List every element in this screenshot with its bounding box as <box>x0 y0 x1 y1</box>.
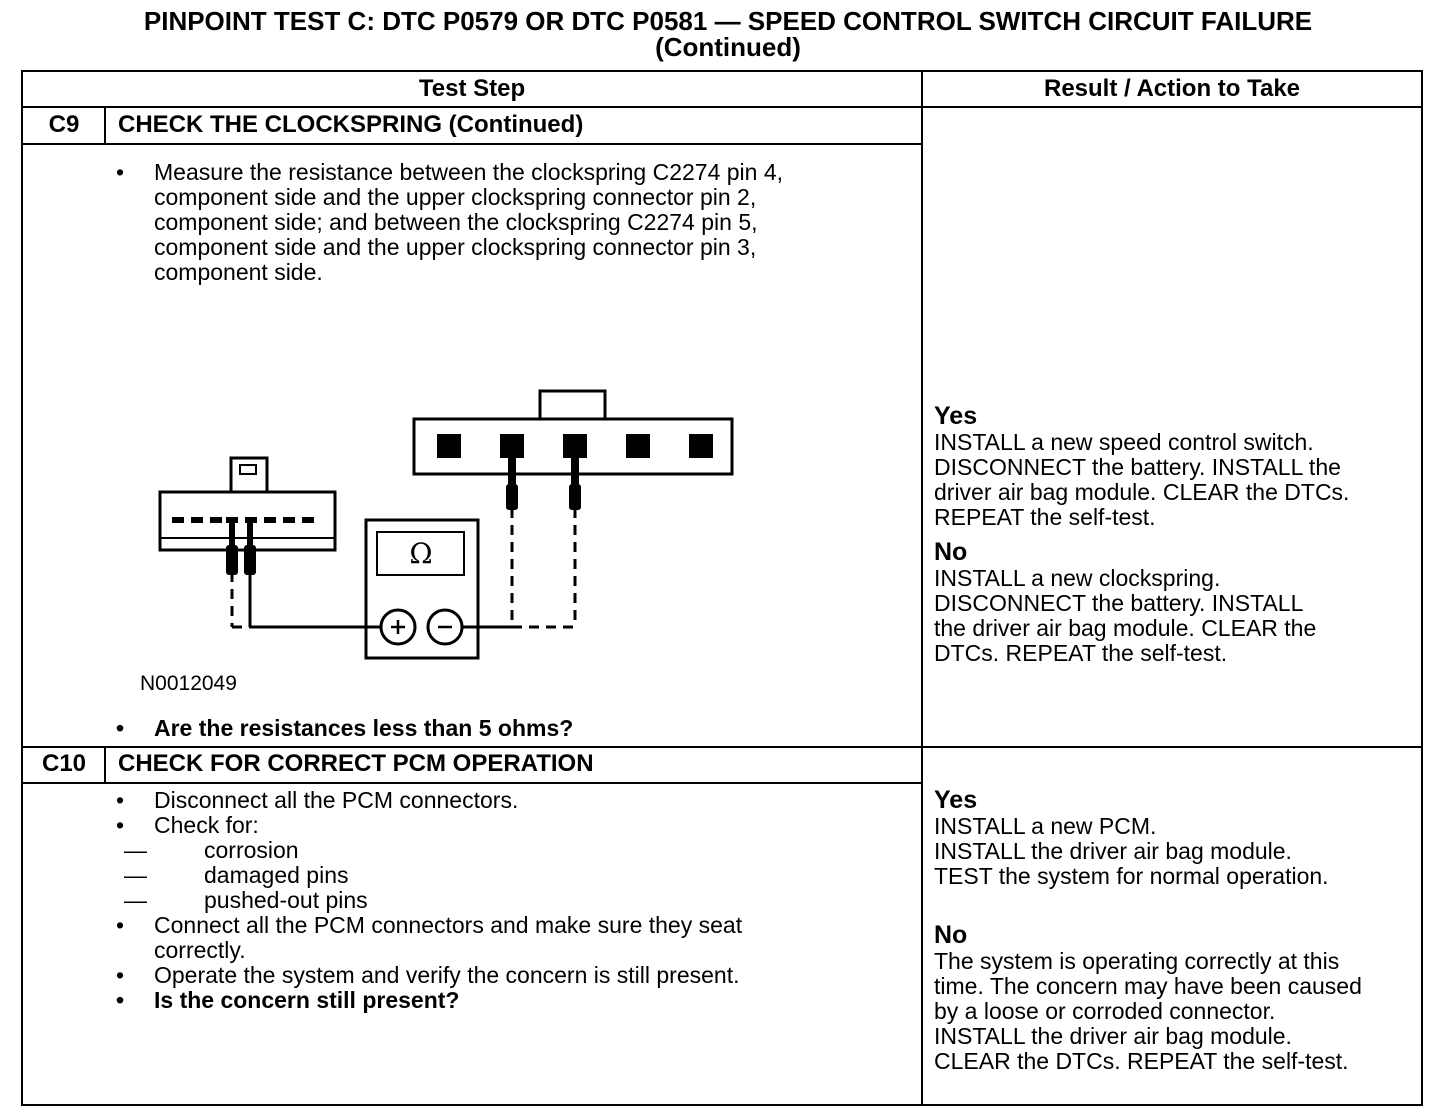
step-id-c9: C9 <box>48 111 80 138</box>
c10-check-item: — damaged pins <box>110 863 742 888</box>
ohm-symbol: Ω <box>409 537 433 570</box>
upper-connector-latch <box>540 391 605 419</box>
c10-check-item: — pushed-out pins <box>110 888 742 913</box>
column-header-result: Result / Action to Take <box>1043 75 1301 102</box>
c10-no-action: The system is operating correctly at this <box>934 948 1340 974</box>
c10-step: • Operate the system and verify the concern is still present. <box>110 963 742 988</box>
page-title: PINPOINT TEST C: DTC P0579 OR DTC P0581 — SPEED CONTROL SWITCH CIRCUIT FAILURE <box>143 6 1313 36</box>
c10-step: • Disconnect all the PCM connectors. <box>110 788 742 813</box>
c9-question: • Are the resistances less than 5 ohms? <box>110 716 573 741</box>
c9-result: Yes INSTALL a new speed control switch. DISCONNECT the battery. INSTALL the driver air bag module. CLEAR the DTCs. REPEAT the self-test. No INSTALL a new clockspring. DISCONNECT the battery. INSTALL the driver air bag module. CLEAR the DTCs. REPEAT the self-test. <box>934 402 1414 666</box>
c10-step: • Check for: <box>110 813 742 838</box>
c9-instruction: • Measure the resistance between the clockspring C2274 pin 4, component side and the upper clockspring connector pin 2, component side; and between the clockspring C2274 pin 5, component side and the upper clockspring connector pin 3, component side. <box>110 160 783 285</box>
c10-yes-label: Yes <box>934 786 978 814</box>
c10-question: • Is the concern still present? <box>110 988 742 1013</box>
c10-instructions <box>110 788 742 1013</box>
c9-yes-action: INSTALL a new speed control switch. <box>934 429 1314 455</box>
c9-no-action: INSTALL a new clockspring. <box>934 565 1221 591</box>
c9-no-label: No <box>934 538 968 566</box>
c10-result: Yes INSTALL a new PCM. INSTALL the driver air bag module. TEST the system for normal operation. No The system is operating correctly at this time. The concern may have been caused by a loose or corroded connector. INSTALL the driver air bag module. CLEAR the DTCs. REPEAT the self-test. <box>934 786 1414 1074</box>
column-header-test-step: Test Step <box>418 75 526 102</box>
c9-yes-label: Yes <box>934 402 978 430</box>
c10-yes-action: INSTALL a new PCM. <box>934 813 1157 839</box>
c10-check-item: — corrosion <box>110 838 742 863</box>
c9-question-list <box>110 716 573 741</box>
step-title-c10: CHECK FOR CORRECT PCM OPERATION <box>118 750 594 777</box>
page-subtitle: (Continued) <box>655 32 801 62</box>
step-id-c10: C10 <box>41 750 87 777</box>
step-title-c9: CHECK THE CLOCKSPRING (Continued) <box>118 111 584 138</box>
c10-no-label: No <box>934 921 968 949</box>
figure-id: N0012049 <box>140 672 237 695</box>
c10-step: • Connect all the PCM connectors and make sure they seat correctly. <box>110 913 742 963</box>
